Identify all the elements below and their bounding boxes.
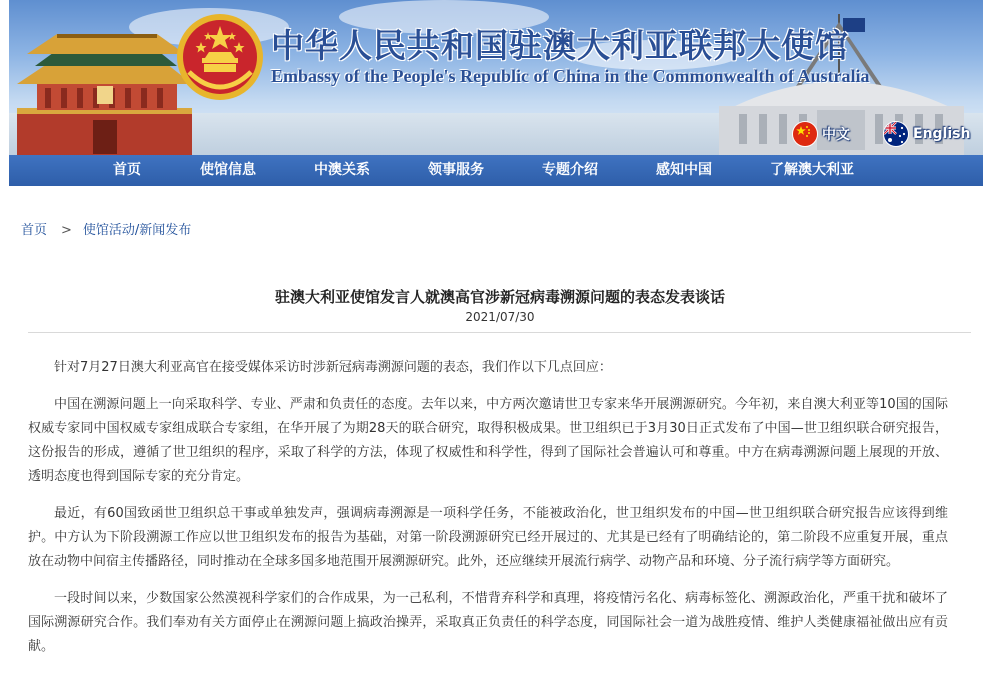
breadcrumb <box>21 219 191 238</box>
article-paragraph: 最近，有60国致函世卫组织总干事或单独发声，强调病毒溯源是一项科学任务，不能被政治化，世卫组织发布的中国—世卫组织联合研究报告应该得到维护。中方认为下阶段溯源工作应以世卫组织发布的报告为基础，对第一阶段溯源研究已经开展过的、尤其是已经有了明确结论的，第二阶段不应重复开展，重点放在动物中间宿主传播路径，同时推动在全球多国多地范围开展溯源研究。此外，还应继续开展流行病学、动物产品和环境、分子流行病学等方面研究。 <box>28 506 948 569</box>
article-paragraph: 针对7月27日澳大利亚高官在接受媒体采访时涉新冠病毒溯源问题的表态，我们作以下几点回应： <box>54 360 612 375</box>
breadcrumb-current-link[interactable]: 使馆活动/新闻发布 <box>82 223 192 238</box>
article-date: 2021/07/30 <box>465 310 535 324</box>
language-chinese-label: 中文 <box>822 127 850 143</box>
nav-item-consular-services[interactable]: 领事服务 <box>428 162 484 178</box>
header-banner <box>9 0 983 155</box>
nav-item-home[interactable]: 首页 <box>113 162 141 178</box>
nav-item-perceive-china[interactable]: 感知中国 <box>656 162 712 178</box>
australia-flag-icon <box>883 121 909 147</box>
nav-item-about-australia[interactable]: 了解澳大利亚 <box>770 162 854 178</box>
site-title-chinese: 中华人民共和国驻澳大利亚联邦大使馆 <box>271 26 849 65</box>
article-content <box>28 356 948 672</box>
main-nav <box>9 155 983 186</box>
national-emblem-icon <box>175 12 265 102</box>
nav-item-special-topics[interactable]: 专题介绍 <box>542 162 598 178</box>
language-english-label: English <box>913 126 971 142</box>
article-paragraph: 一段时间以来，少数国家公然漠视科学家们的合作成果，为一己私利，不惜背弃科学和真理，将疫情污名化、病毒标签化、溯源政治化，严重干扰和破坏了国际溯源研究合作。我们奉劝有关方面停止在溯源问题上搞政治操弄，采取真正负责任的科学态度，同国际社会一道为战胜疫情、维护人类健康福祉做出应有贡献。 <box>28 591 948 654</box>
nav-item-embassy-info[interactable]: 使馆信息 <box>200 162 256 178</box>
breadcrumb-separator: > <box>61 223 72 238</box>
china-flag-icon <box>792 121 818 147</box>
breadcrumb-home-link[interactable]: 首页 <box>21 223 48 238</box>
language-chinese-button[interactable] <box>792 121 850 147</box>
title-divider <box>28 332 971 333</box>
site-title-english: Embassy of the People's Republic of China in the Commonwealth of Australia <box>271 66 870 86</box>
article-title: 驻澳大利亚使馆发言人就澳高官涉新冠病毒溯源问题的表态发表谈话 <box>274 288 725 306</box>
tiananmen-illustration <box>17 20 192 155</box>
article-paragraph: 中国在溯源问题上一向采取科学、专业、严肃和负责任的态度。去年以来，中方两次邀请世卫专家来华开展溯源研究。今年初，来自澳大利亚等10国的国际权威专家同中国权威专家组成联合专家组，在华开展了为期28天的联合研究，取得积极成果。世卫组织已于3月30日正式发布了中国—世卫组织联合研究报告，这份报告的形成，遵循了世卫组织的程序，采取了科学的方法，体现了权威性和科学性，得到了国际社会普遍认可和尊重。中方在病毒溯源问题上展现的开放、透明态度也得到国际专家的充分肯定。 <box>28 397 948 484</box>
language-english-button[interactable] <box>883 121 970 147</box>
nav-item-china-australia-relations[interactable]: 中澳关系 <box>314 162 370 178</box>
